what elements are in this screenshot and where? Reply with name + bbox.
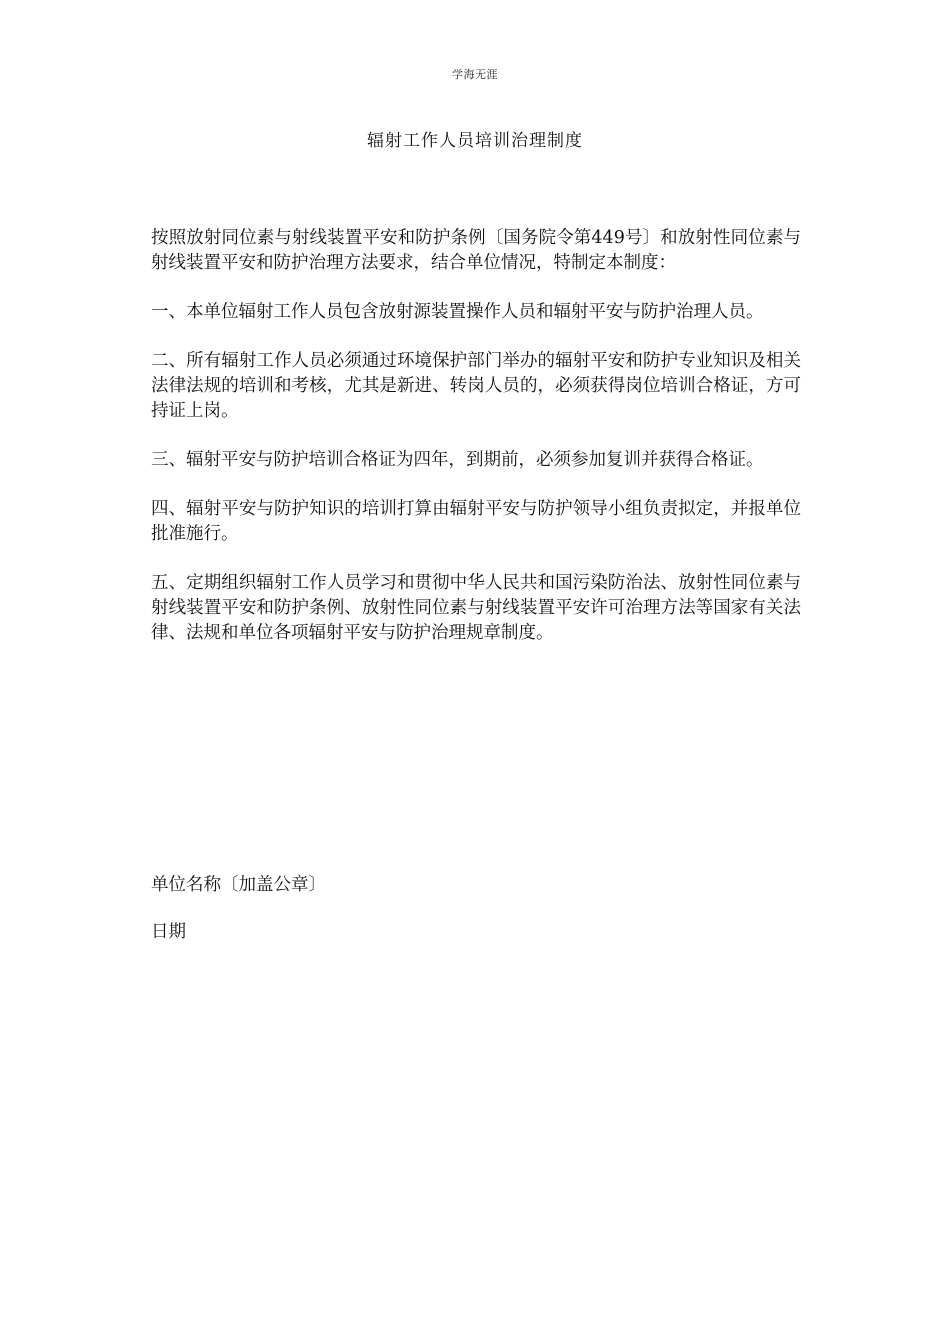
clause-paragraph-1: 一、本单位辐射工作人员包含放射源装置操作人员和辐射平安与防护治理人员。: [151, 302, 764, 322]
clause-paragraph-2: 二、所有辐射工作人员必须通过环境保护部门举办的辐射平安和防护专业知识及相关法律法规的培训和考核，尤其是新进、转岗人员的，必须获得岗位培训合格证，方可持证上岗。: [151, 351, 801, 421]
clause-paragraph-5: 五、定期组织辐射工作人员学习和贯彻中华人民共和国污染防治法、放射性同位素与射线装置平安和防护条例、放射性同位素与射线装置平安许可治理方法等国家有关法律、法规和单位各项辐射平安与防护治理规章制度。: [151, 573, 801, 643]
header-note: 学海无涯: [452, 68, 498, 81]
date-label: 日期: [151, 922, 186, 942]
signature-block: [151, 873, 801, 967]
organization-signature: 单位名称〔加盖公章〕: [151, 875, 326, 895]
clause-paragraph-3: 三、辐射平安与防护培训合格证为四年，到期前，必须参加复训并获得合格证。: [151, 450, 764, 470]
document-body: [151, 226, 801, 670]
document-title: 辐射工作人员培训治理制度: [367, 131, 583, 151]
clause-paragraph-4: 四、辐射平安与防护知识的培训打算由辐射平安与防护领导小组负责拟定，并报单位批准施行。: [151, 499, 801, 544]
intro-paragraph: 按照放射同位素与射线装置平安和防护条例〔国务院令第449号〕和放射性同位素与射线装置平安和防护治理方法要求，结合单位情况，特制定本制度：: [151, 228, 801, 273]
